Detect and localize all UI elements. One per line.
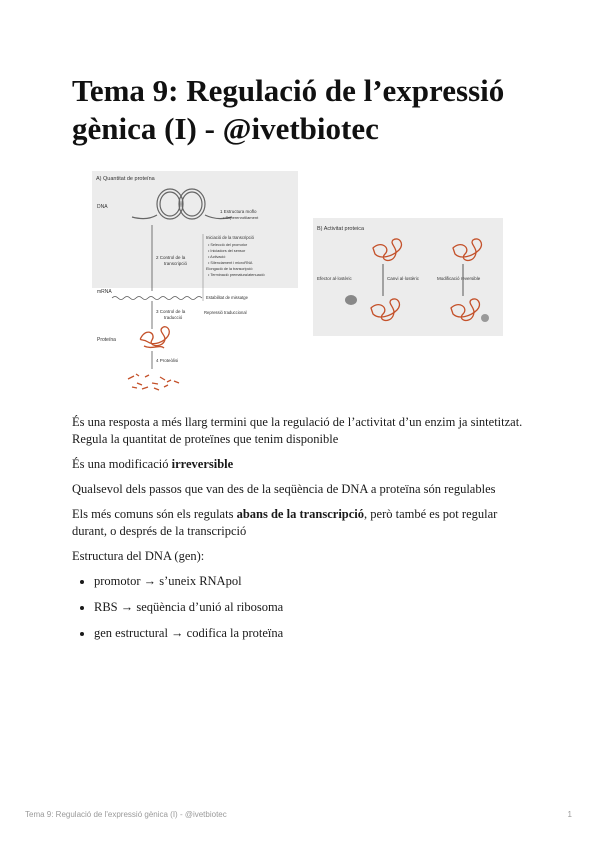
- paragraph: [72, 506, 532, 540]
- text: És una modificació: [72, 457, 172, 471]
- step3-label-b: traducció: [164, 315, 183, 320]
- figure-shaded-box: [92, 171, 298, 288]
- label-protein: Proteïna: [97, 337, 116, 343]
- label-dna: DNA: [97, 204, 108, 210]
- effector-label: Efector al·lostèric: [317, 276, 352, 281]
- paragraph: Estructura del DNA (gen):: [72, 549, 205, 563]
- list-item: • gen estructural → codifica la proteïna: [94, 625, 532, 642]
- init-item: • Terminació prematura/atenuació: [208, 273, 265, 277]
- stability-label: Estabilitat de missatge: [206, 295, 248, 300]
- bullet-list: [72, 573, 532, 642]
- allosteric-label: Canvi al·lostèric: [387, 276, 420, 281]
- text: , però també es pot regular durant, o després de la transcripció: [72, 507, 498, 538]
- paragraph: Qualsevol dels passos que van des de la seqüència de DNA a proteïna són regulables: [72, 482, 496, 496]
- effector-molecule-icon: [345, 295, 357, 305]
- body-text: [72, 414, 532, 651]
- step3-label-a: 3 Control de la: [156, 309, 186, 314]
- reversible-label: Modificació reversible: [437, 276, 481, 281]
- bold-text: irreversible: [171, 457, 234, 471]
- mrna-wave-icon: [112, 297, 202, 300]
- degraded-protein-icon: [128, 374, 179, 390]
- gene-expression-regulation-figure: [92, 171, 298, 399]
- step1-sub: • Superenrotllament: [223, 215, 259, 220]
- page-number: 1: [567, 810, 572, 819]
- text: Els més comuns són els regulats: [72, 507, 237, 521]
- folded-protein-icon: [140, 327, 169, 348]
- init-item: • Silenciament i microRNA: [208, 261, 253, 265]
- translation-label: Repressió traduccional: [204, 310, 247, 315]
- page-footer: Tema 9: Regulació de l'expressió gènica (I) - @ivetbiotec: [25, 810, 227, 819]
- initiation-label: Iniciació de la transcripció: [206, 235, 254, 240]
- init-item: • Iniciadors del sensor: [208, 249, 246, 253]
- protein-activity-figure: [313, 218, 503, 336]
- step2-label-a: 2 Control de la: [156, 255, 186, 260]
- figure-header: A) Quantitat de proteïna: [96, 176, 155, 182]
- modification-group-icon: [481, 314, 489, 322]
- step4-label: 4 Proteòlisi: [156, 358, 179, 363]
- list-item: • promotor → s’uneix RNApol: [94, 573, 532, 590]
- page-title: Tema 9: Regulació de l’expressió gènica (I) - @ivetbiotec: [72, 73, 505, 146]
- paragraph: És una resposta a més llarg termini que la regulació de l’activitat d’un enzim ja sintetitzat. Regula la quantitat de proteïnes que tenim disponible: [72, 415, 523, 446]
- paragraph: [72, 456, 532, 473]
- init-item: • Selecció del promotor: [208, 243, 248, 247]
- step2-label-b: transcripció: [164, 261, 188, 266]
- init-item: • Activació: [208, 255, 226, 259]
- figure-header: B) Activitat proteica: [317, 226, 365, 232]
- list-item: • RBS → seqüència d’unió al ribosoma: [94, 599, 532, 616]
- step1-label: 1 Estructura moflo: [220, 209, 257, 214]
- init-item: Elongació de la transcripció: [206, 267, 253, 271]
- bold-text: abans de la transcripció: [236, 507, 365, 521]
- label-mrna: mRNA: [97, 289, 112, 295]
